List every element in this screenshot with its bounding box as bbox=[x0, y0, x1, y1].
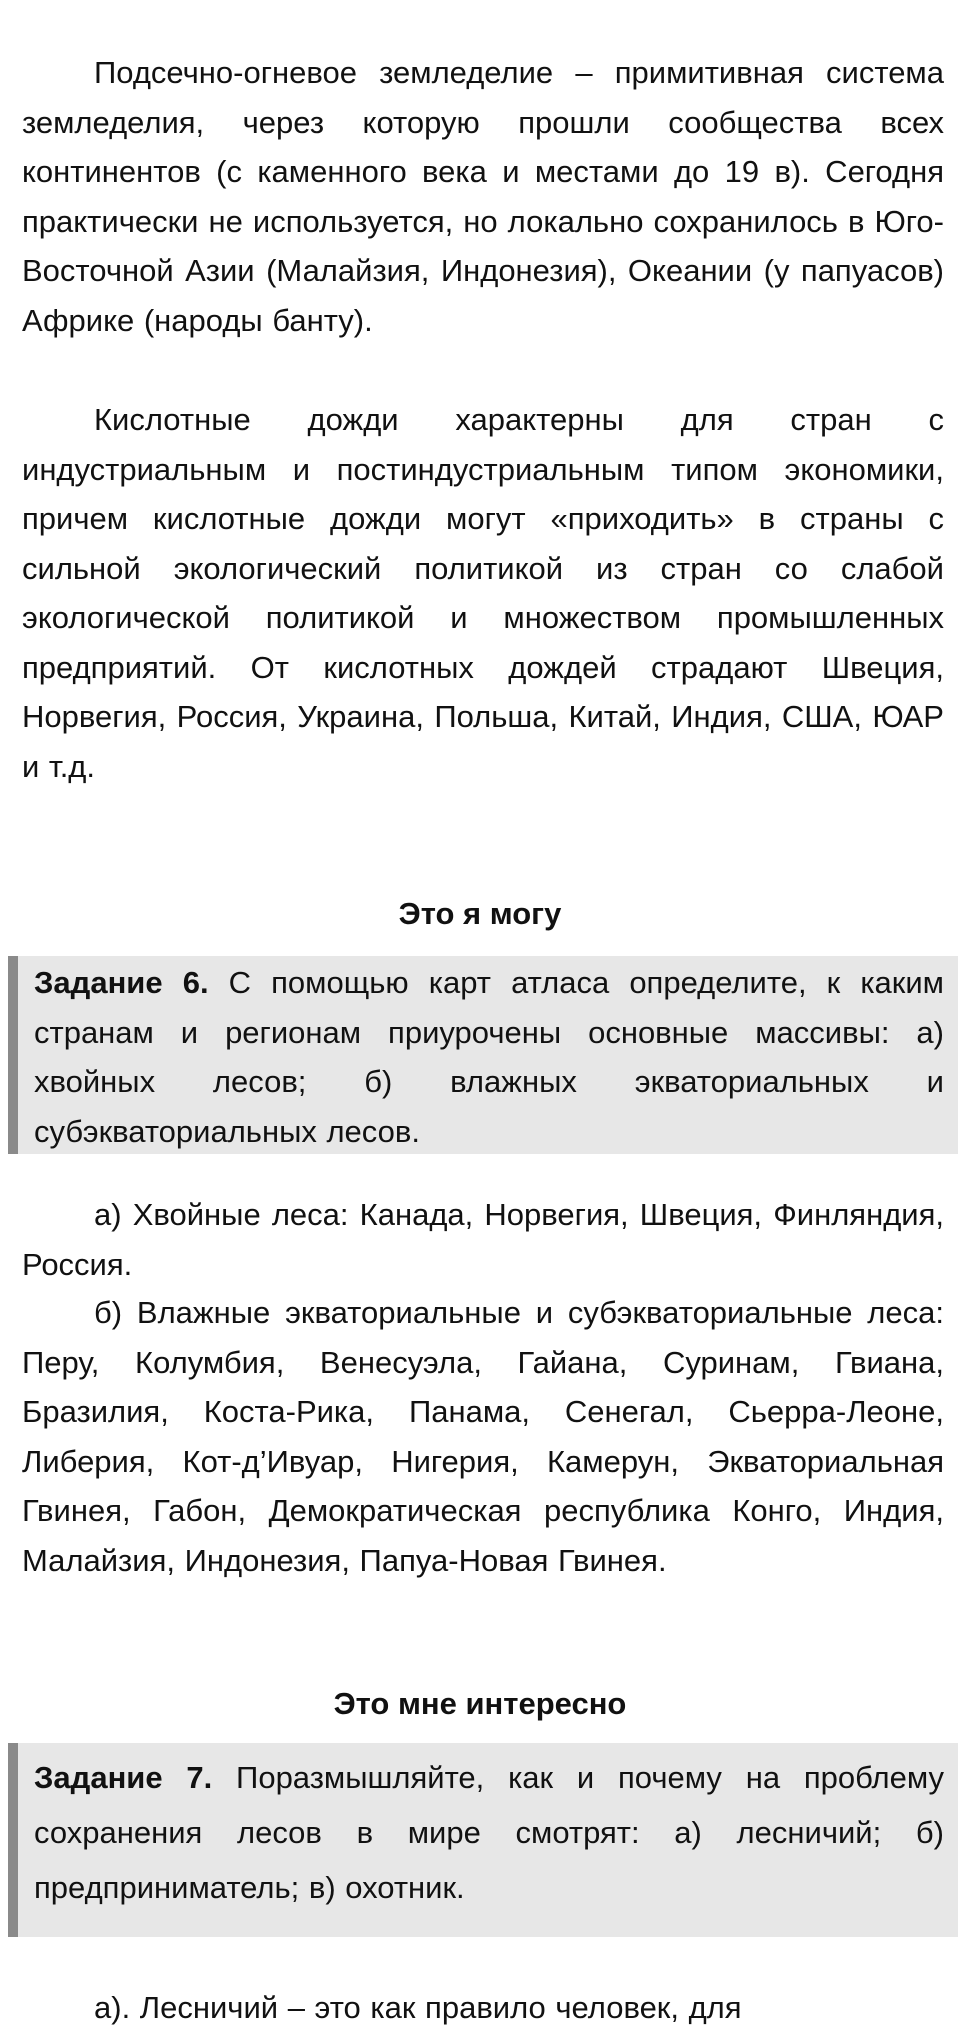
answer-7a: а). Лесничий – это как правило человек, для bbox=[94, 1990, 742, 2025]
section-heading-interesting: Это мне интересно bbox=[333, 1686, 627, 1721]
task-7-body: Поразмышляйте, как и почему на проблему сохранения лесов в мире смотрят: а) лесничий; б) предприниматель; в) охотник. bbox=[34, 1760, 944, 1905]
task-6-box bbox=[8, 956, 958, 1154]
task-6-body: С помощью карт атласа определите, к каким странам и регионам приурочены основные массивы: а) хвойных лесов; б) влажных экваториальных и субэкваториальных лесов. bbox=[34, 965, 944, 1149]
task-6-text bbox=[34, 958, 944, 1156]
answer-6a: а) Хвойные леса: Канада, Норвегия, Швеция, Финляндия, Россия. bbox=[22, 1197, 944, 1282]
section-heading-i-can: Это я могу bbox=[398, 896, 562, 931]
paragraph-acid-rain: Кислотные дожди характерны для стран с индустриальным и постиндустриальным типом экономики, причем кислотные дожди могут «приходить» в страны с сильной экологический политикой из стран со слабой экологической политикой и множеством промышленных предприятий. От кислотных дождей страдают Швеция, Норвегия, Россия, Украина, Польша, Китай, Индия, США, ЮАР и т.д. bbox=[22, 402, 944, 784]
task-6-label: Задание 6. bbox=[34, 965, 209, 1000]
task-7-box bbox=[8, 1743, 958, 1937]
paragraph-slash-and-burn: Подсечно-огневое земледелие – примитивная система земледелия, через которую прошли сообщества всех континентов (с каменного века и местами до 19 в). Сегодня практически не используется, но локально сохранилось в Юго-Восточной Азии (Малайзия, Индонезия), Океании (у папуасов) Африке (народы банту). bbox=[22, 55, 944, 338]
answer-6b: б) Влажные экваториальные и субэкваториальные леса: Перу, Колумбия, Венесуэла, Гайана, Суринам, Гвиана, Бразилия, Коста-Рика, Панама, Сенегал, Сьерра-Леоне, Либерия, Кот-д’Ивуар, Нигерия, Камерун, Экваториальная Гвинея, Габон, Демократическая республика Конго, Индия, Малайзия, Индонезия, Папуа-Новая Гвинея. bbox=[22, 1295, 944, 1578]
task-7-label: Задание 7. bbox=[34, 1760, 213, 1795]
task-7-text bbox=[34, 1750, 944, 1915]
